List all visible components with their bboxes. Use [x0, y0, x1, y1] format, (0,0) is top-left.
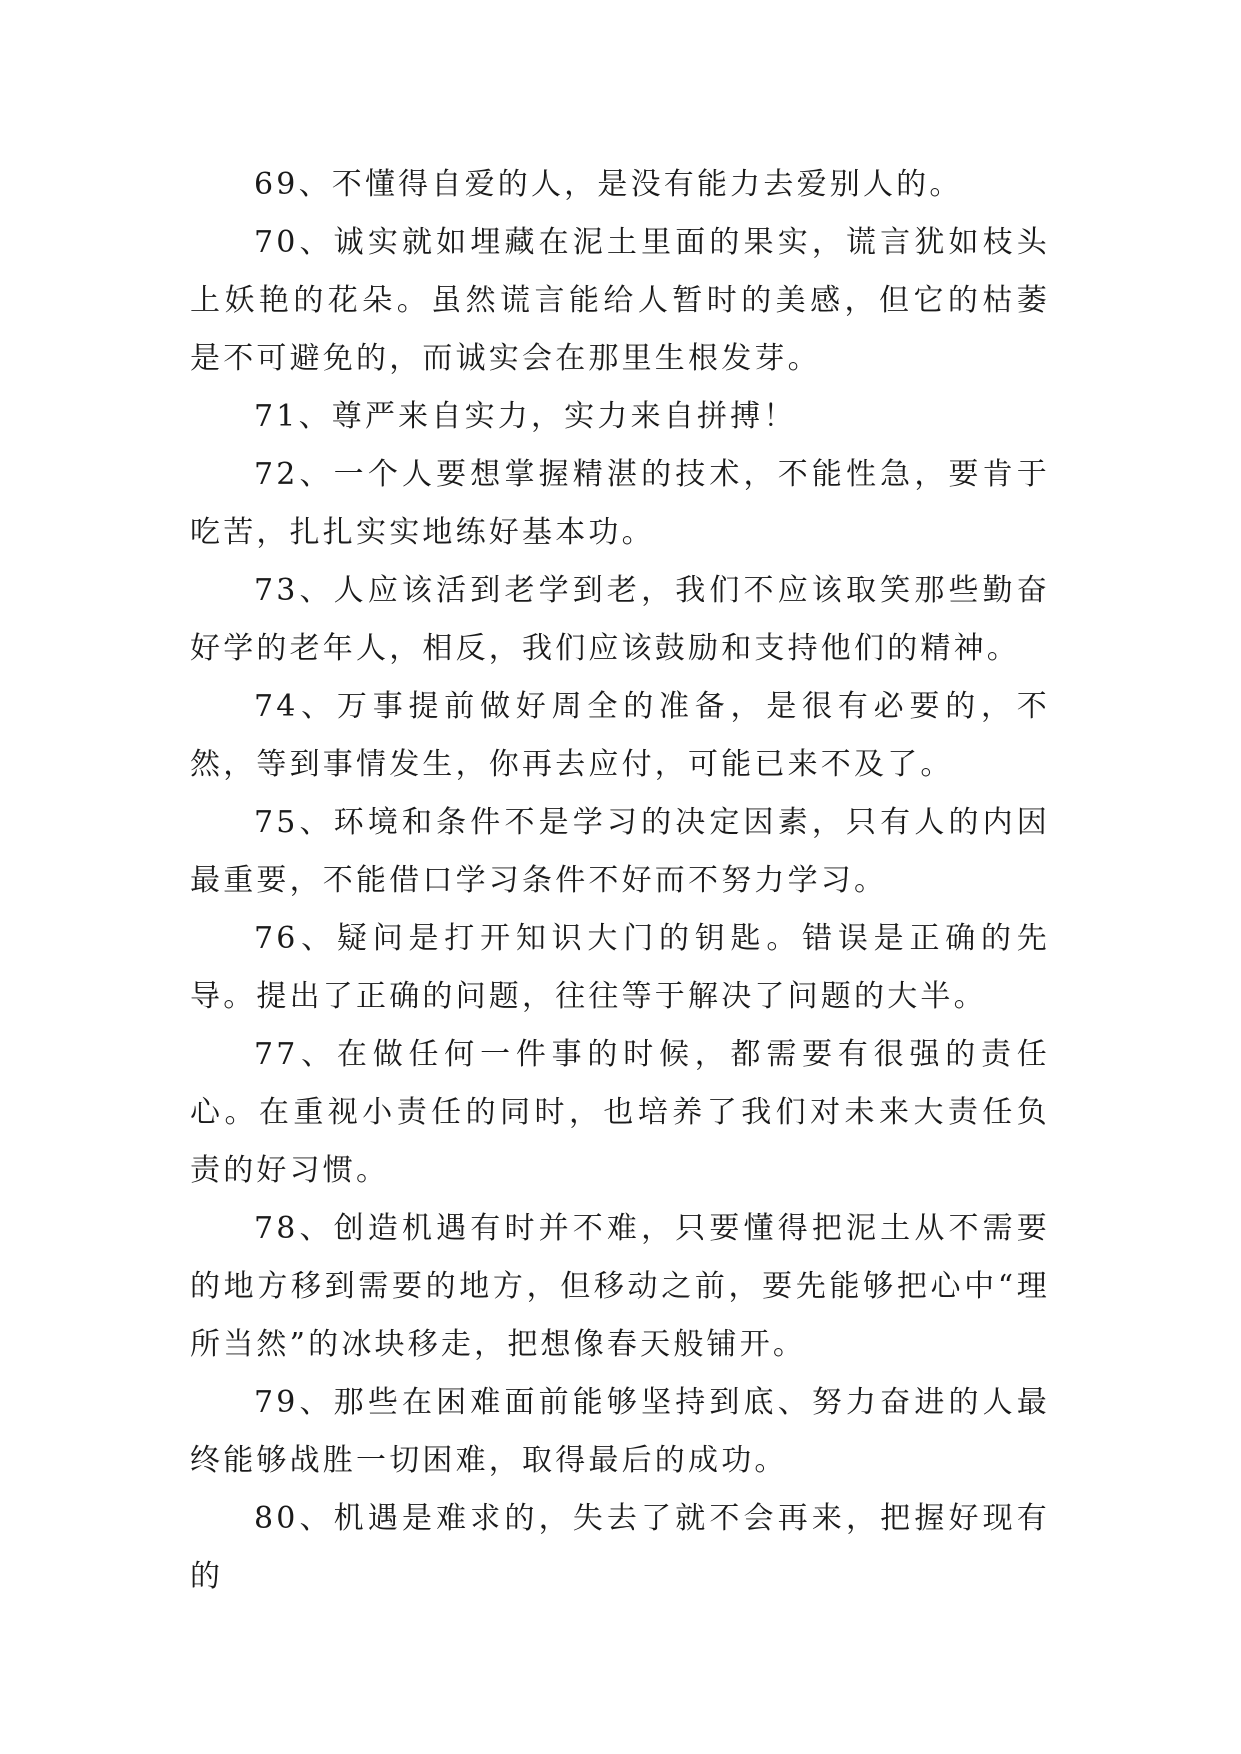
paragraph-74: 74、万事提前做好周全的准备，是很有必要的，不然，等到事情发生，你再去应付，可能已来不及了。 [190, 689, 1050, 782]
paragraph-71: 71、尊严来自实力，实力来自拼搏！ [254, 399, 797, 434]
paragraph-76: 76、疑问是打开知识大门的钥匙。错误是正确的先导。提出了正确的问题，往往等于解决了问题的大半。 [190, 921, 1050, 1014]
paragraph-69: 69、不懂得自爱的人，是没有能力去爱别人的。 [254, 167, 963, 202]
paragraph-79: 79、那些在困难面前能够坚持到底、努力奋进的人最终能够战胜一切困难，取得最后的成功。 [190, 1385, 1050, 1478]
paragraph-72: 72、一个人要想掌握精湛的技术，不能性急，要肯于吃苦，扎扎实实地练好基本功。 [190, 457, 1050, 550]
paragraph-80: 80、机遇是难求的，失去了就不会再来，把握好现有的 [190, 1501, 1050, 1594]
paragraph-78: 78、创造机遇有时并不难，只要懂得把泥土从不需要的地方移到需要的地方，但移动之前，要先能够把心中“理所当然”的冰块移走，把想像春天般铺开。 [190, 1211, 1050, 1362]
paragraph-77: 77、在做任何一件事的时候，都需要有很强的责任心。在重视小责任的同时，也培养了我们对未来大责任负责的好习惯。 [190, 1037, 1050, 1188]
document-body [190, 156, 1050, 1606]
paragraph-73: 73、人应该活到老学到老，我们不应该取笑那些勤奋好学的老年人，相反，我们应该鼓励和支持他们的精神。 [190, 573, 1050, 666]
paragraph-70: 70、诚实就如埋藏在泥土里面的果实，谎言犹如枝头上妖艳的花朵。虽然谎言能给人暂时的美感，但它的枯萎是不可避免的，而诚实会在那里生根发芽。 [190, 225, 1050, 376]
paragraph-75: 75、环境和条件不是学习的决定因素，只有人的内因最重要，不能借口学习条件不好而不努力学习。 [190, 805, 1050, 898]
